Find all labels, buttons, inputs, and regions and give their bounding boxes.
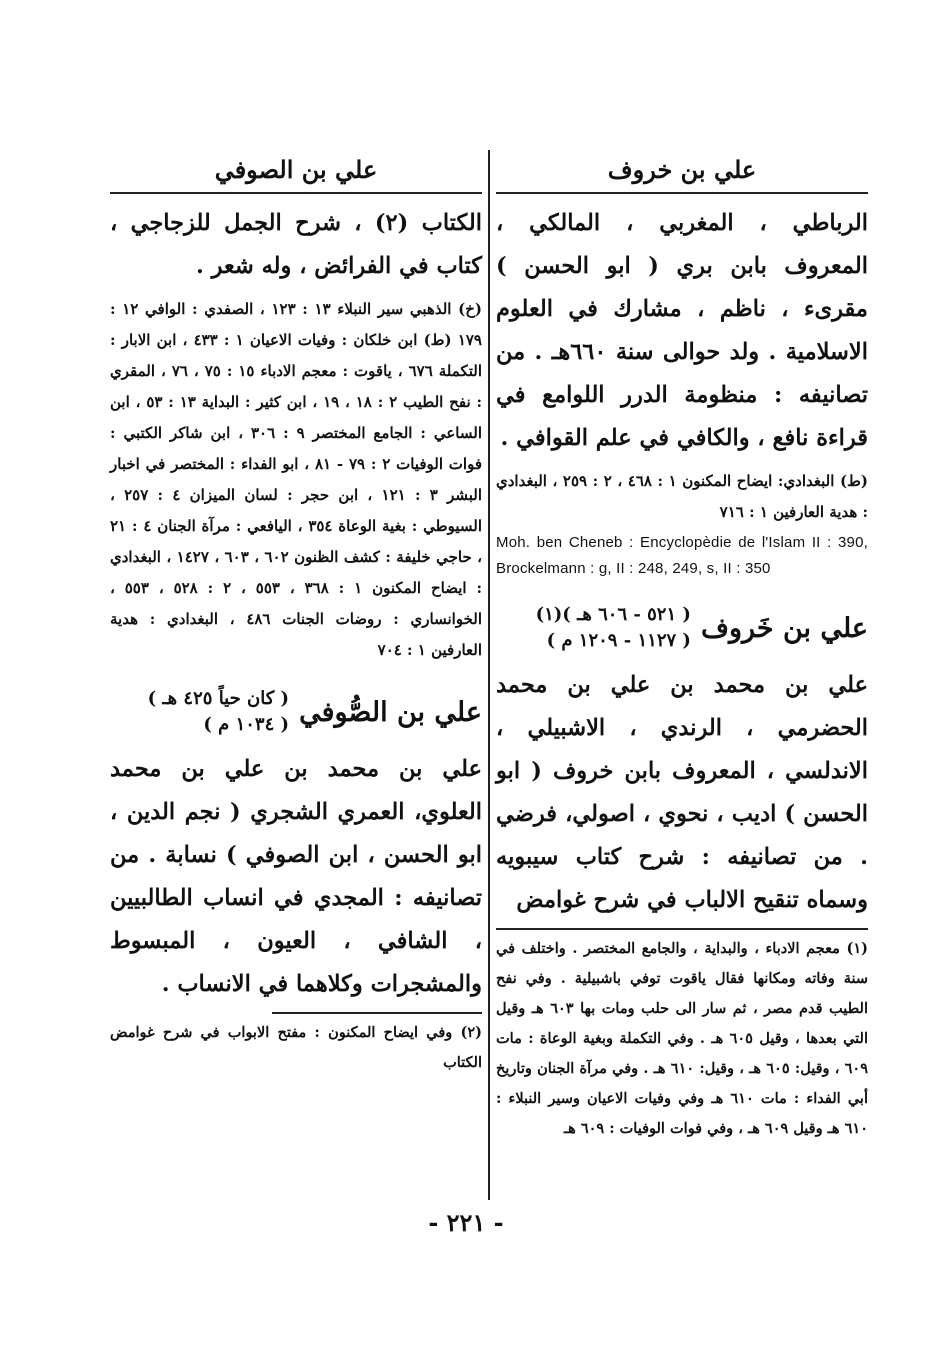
left-column <box>110 150 482 1078</box>
left-column-header: علي بن الصوفي <box>214 155 378 184</box>
right-entry-dates-hijri: ( ٥٢١ - ٦٠٦ هـ )(١) <box>535 604 691 625</box>
left-entry-dates-hijri: ( كان حياً ٤٢٥ هـ ) <box>147 688 290 709</box>
right-footnote: (١) معجم الادباء ، والبداية ، والجامع المختصر . واختلف في سنة وفاته ومكانها فقال ياقوت توفي باشبيلية . وفي نفح الطيب قدم مصر ، ثم سار الى حلب ومات بها ٦٠٣ هـ وقيل التي بعدها ، وقيل ٦٠٥ هـ . وفي التكملة وبغية الوعاة : مات ٦٠٩ ، وقيل: ٦٠٥ هـ ، وقيل: ٦١٠ هـ . وفي مرآة الجنان وتاريخ أبي الفداء : مات ٦١٠ هـ وفي وفيات الاعيان وسير النبلاء : ٦١٠ هـ وقيل ٦٠٩ هـ ، وفي فوات الوفيات : ٦٠٩ هـ <box>496 940 869 1137</box>
right-references: (ط) البغدادي: ايضاح المكنون ١ : ٤٦٨ ، ٢ : ٢٥٩ ، البغدادي : هدية العارفين ١ : ٧١٦ <box>496 472 869 521</box>
right-entry-dates <box>536 602 691 654</box>
left-paragraph-2: علي بن محمد بن علي بن محمد العلوي، العمري الشجري ( نجم الدين ، ابو الحسن ، ابن الصوفي ) نسابة . من تصانيفه : المجدي في انساب الطالبيين ، الشافي ، العيون ، المبسوط والمشجرات وكلاهما في الانساب . <box>110 756 482 997</box>
right-paragraph-1: الرباطي ، المغربي ، المالكي ، المعروف بابن بري ( ابو الحسن ) مقرىء ، ناظم ، مشارك في العلوم الاسلامية . ولد حوالى سنة ٦٦٠هـ . من تصانيفه : منظومة الدرر اللوامع في قراءة نافع ، والكافي في علم القوافي . <box>496 210 868 451</box>
left-entry-name: علي بن الصُّوفي <box>299 696 482 728</box>
right-paragraph-2: علي بن محمد بن علي بن محمد الحضرمي ، الرندي ، الاشبيلي ، الاندلسي ، المعروف بابن خروف ( ابو الحسن ) اديب ، نحوي ، اصولي، فرضي . من تصانيفه : شرح كتاب سيبويه وسماه تنقيح الالباب في شرح غوامض <box>496 672 868 913</box>
left-entry-dates <box>148 686 289 738</box>
right-entry-dates-gregorian: ( ١١٢٧ - ١٢٠٩ م ) <box>546 630 691 651</box>
column-divider <box>488 150 490 1200</box>
left-header-rule <box>110 192 482 194</box>
right-footnote-rule <box>496 928 868 930</box>
left-entry-heading <box>110 686 482 738</box>
page-number: - ٢٢١ - <box>428 1208 504 1237</box>
right-column <box>496 150 868 1144</box>
left-references: (خ) الذهبي سير النبلاء ١٣ : ١٢٣ ، الصفدي : الوافي ١٢ : ١٧٩ (ط) ابن خلكان : وفيات الاعيان ١ : ٤٣٣ ، ابن الابار : التكملة ٦٧٦ ، ياقوت : معجم الادباء ١٥ : ٧٥ ، ٧٦ ، المقري : نفح الطيب ٢ : ١٨ ، ١٩ ، ابن كثير : البداية ١٣ : ٥٣ ، ابن الساعي : الجامع المختصر ٩ : ٣٠٦ ، ابن شاكر الكتبي : فوات الوفيات ٢ : ٧٩ - ٨١ ، ابو الفداء : المختصر في اخبار البشر ٣ : ١٢١ ، ابن حجر : لسان الميزان ٤ : ٢٥٧ ، السيوطي : بغية الوعاة ٣٥٤ ، اليافعي : مرآة الجنان ٤ : ٢١ ، حاجي خليفة : كشف الظنون ٦٠٢ ، ٦٠٣ ، ١٤٢٧ ، البغدادي : ايضاح المكنون ١ : ٣٦٨ ، ٥٥٣ ، ٢ : ٥٢٨ ، ٥٥٣ ، الخوانساري : روضات الجنات ٤٨٦ ، البغدادي : هدية العارفين ١ : ٧٠٤ <box>110 300 483 659</box>
right-header-rule <box>496 192 868 194</box>
left-footnote: (٢) وفي ايضاح المكنون : مفتح الابواب في شرح غوامض الكتاب <box>110 1024 482 1071</box>
left-footnote-rule <box>272 1012 482 1014</box>
right-entry-heading <box>496 602 868 654</box>
right-column-header: علي بن خروف <box>607 155 757 184</box>
left-entry-dates-gregorian: ( ١٠٣٤ م ) <box>203 714 290 735</box>
right-entry-name: علي بن خَروف <box>700 612 868 644</box>
left-paragraph-1: الكتاب (٢) ، شرح الجمل للزجاجي ، كتاب في الفرائض ، وله شعر . <box>110 210 482 279</box>
right-latin-references: Moh. ben Cheneb : Encyclopèdie de l'Islam II : 390, Brockelmann : g, II : 248, 249, s, II : 350 <box>496 534 868 577</box>
